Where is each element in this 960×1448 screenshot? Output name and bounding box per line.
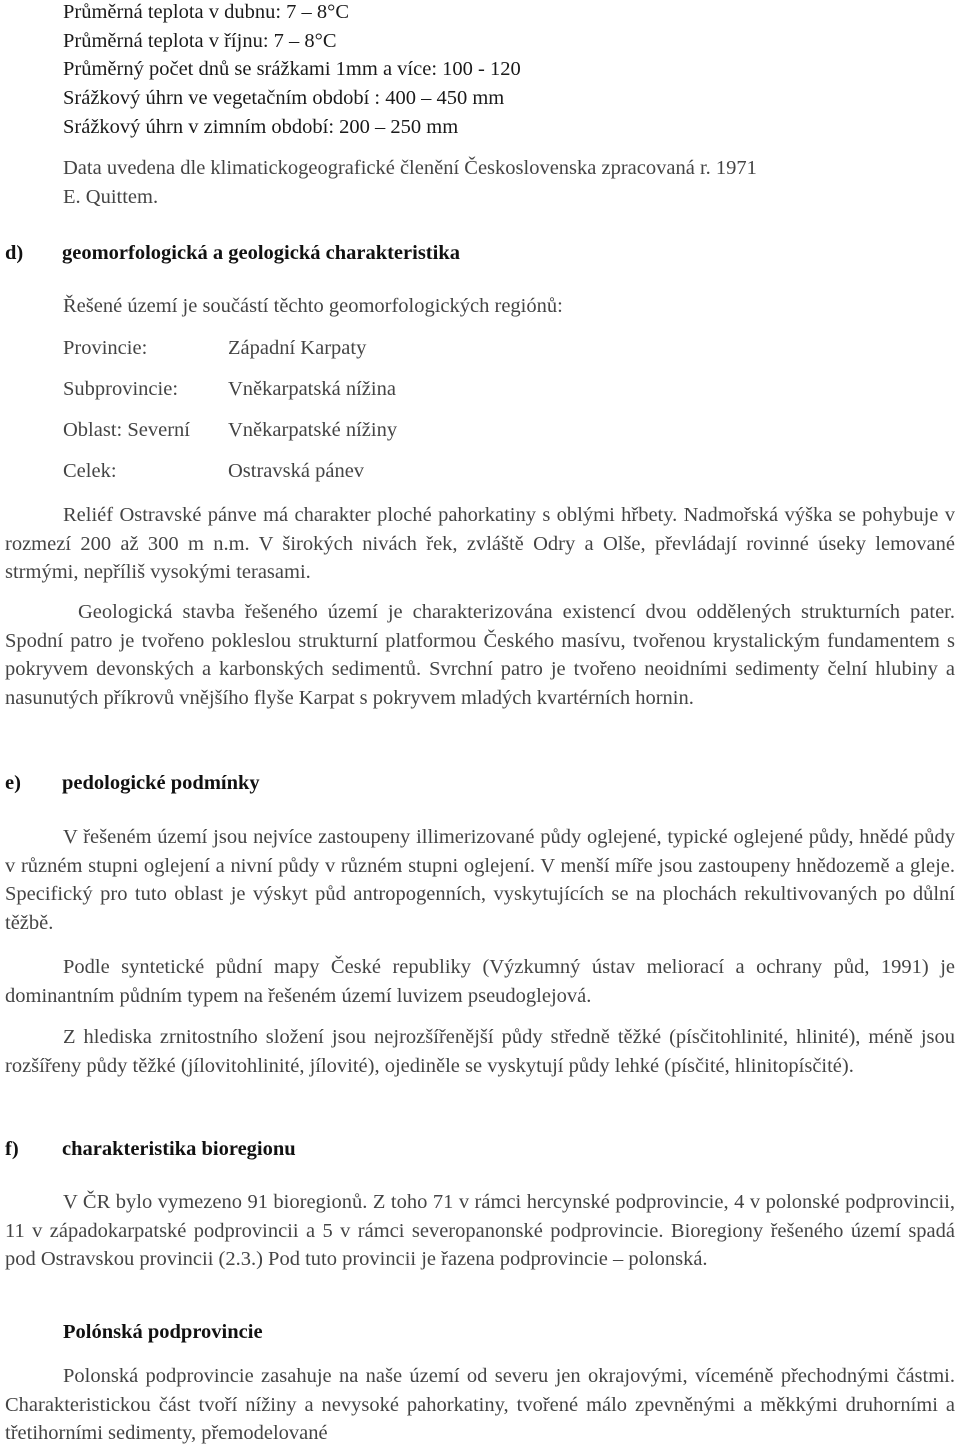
region-value: Vněkarpatské nížiny (228, 419, 398, 441)
region-label: Subprovincie: (63, 378, 179, 400)
pedology-paragraph-2: Podle syntetické půdní mapy České republiky (Výzkumný ústav meliorací a ochrany půd, 1991) je dominantním půdním typem na řešeném území luvizem pseudoglejová. (5, 956, 955, 1007)
region-label: Oblast: Severní (63, 419, 190, 441)
bioregion-paragraph: V ČR bylo vymezeno 91 bioregionů. Z toho 71 v rámci hercynské podprovincie, 4 v polonské podprovincii, 11 v západokarpatské podprovincii a 5 v rámci severopanonské podprovincie. Bioregiony řešeného území spadá pod Ostravskou provincii (2.3.) Pod tuto provincii je řazena podprovincie – polonská. (5, 1191, 955, 1270)
regions-intro: Řešené území je součástí těchto geomorfologických regiónů: (63, 295, 563, 317)
climate-line: Průměrná teplota v dubnu: 7 – 8°C (63, 1, 350, 23)
polonska-subheading: Polónská podprovincie (63, 1321, 263, 1343)
polonska-paragraph: Polonská podprovincie zasahuje na naše území od severu jen okrajovými, víceméně přechodnými částmi. Charakteristickou část tvoří nížiny a nevysoké pahorkatiny, tvořené málo zpevněnými a měkkými druhorními a třetihorními sedimenty, přemodelované (5, 1365, 955, 1444)
climate-source: Data uvedena dle klimatickogeografické členění Československa zpracovaná r. 1971 (63, 157, 757, 179)
region-value: Západní Karpaty (228, 337, 367, 359)
climate-source-author: E. Quittem. (63, 186, 159, 208)
section-e-title: pedologické podmínky (62, 772, 260, 794)
section-f-letter: f) (5, 1138, 19, 1160)
climate-line: Průměrná teplota v říjnu: 7 – 8°C (63, 30, 337, 52)
pedology-paragraph-3: Z hlediska zrnitostního složení jsou nejrozšířenější půdy středně těžké (písčitohlinité, hlinité), méně jsou rozšířeny půdy těžké (jílovitohlinité, jílovité), ojediněle se vyskytují půdy lehké (písčité, hlinitopísčité). (5, 1026, 955, 1077)
section-d-letter: d) (5, 242, 24, 264)
region-value: Ostravská pánev (228, 460, 365, 482)
section-e-letter: e) (5, 772, 21, 794)
section-d-title: geomorfologická a geologická charakteristika (62, 242, 460, 264)
pedology-paragraph-1: V řešeném území jsou nejvíce zastoupeny illimerizované půdy oglejené, typické oglejené půdy, hnědé půdy v různém stupni oglejení a nivní půdy v různém stupni oglejení. V menší míře jsou zastoupeny hnědozemě a gleje. Specifický pro tuto oblast je výskyt půd antropogenních, vyskytujících se na plochách rekultivovaných po důlní těžbě. (5, 826, 955, 934)
relief-paragraph: Reliéf Ostravské pánve má charakter ploché pahorkatiny s oblými hřbety. Nadmořská výška se pohybuje v rozmezí 200 až 300 m n.m. V širokých nivách řek, zvláště Odry a Olše, převládají rovinné úseky lemované strmými, nepříliš vysokými terasami. (5, 504, 955, 583)
section-f-title: charakteristika bioregionu (62, 1138, 296, 1160)
region-value: Vněkarpatská nížina (228, 378, 396, 400)
climate-line: Srážkový úhrn v zimním období: 200 – 250 mm (63, 116, 459, 138)
geology-paragraph: Geologická stavba řešeného území je charakterizována existencí dvou oddělených strukturních pater. Spodní patro je tvořeno pokleslou strukturní platformou Českého masívu, tvořenou krystalickým fundamentem s pokryvem devonských a karbonských sedimentů. Svrchní patro je tvořeno neoidními sedimenty čelní hlubiny a nasunutých příkrovů vnějšího flyše Karpat s pokryvem mladých kvartérních hornin. (5, 601, 955, 709)
climate-line: Průměrný počet dnů se srážkami 1mm a více: 100 - 120 (63, 58, 521, 80)
region-label: Provincie: (63, 337, 148, 359)
climate-line: Srážkový úhrn ve vegetačním období : 400 – 450 mm (63, 87, 505, 109)
region-label: Celek: (63, 460, 117, 482)
